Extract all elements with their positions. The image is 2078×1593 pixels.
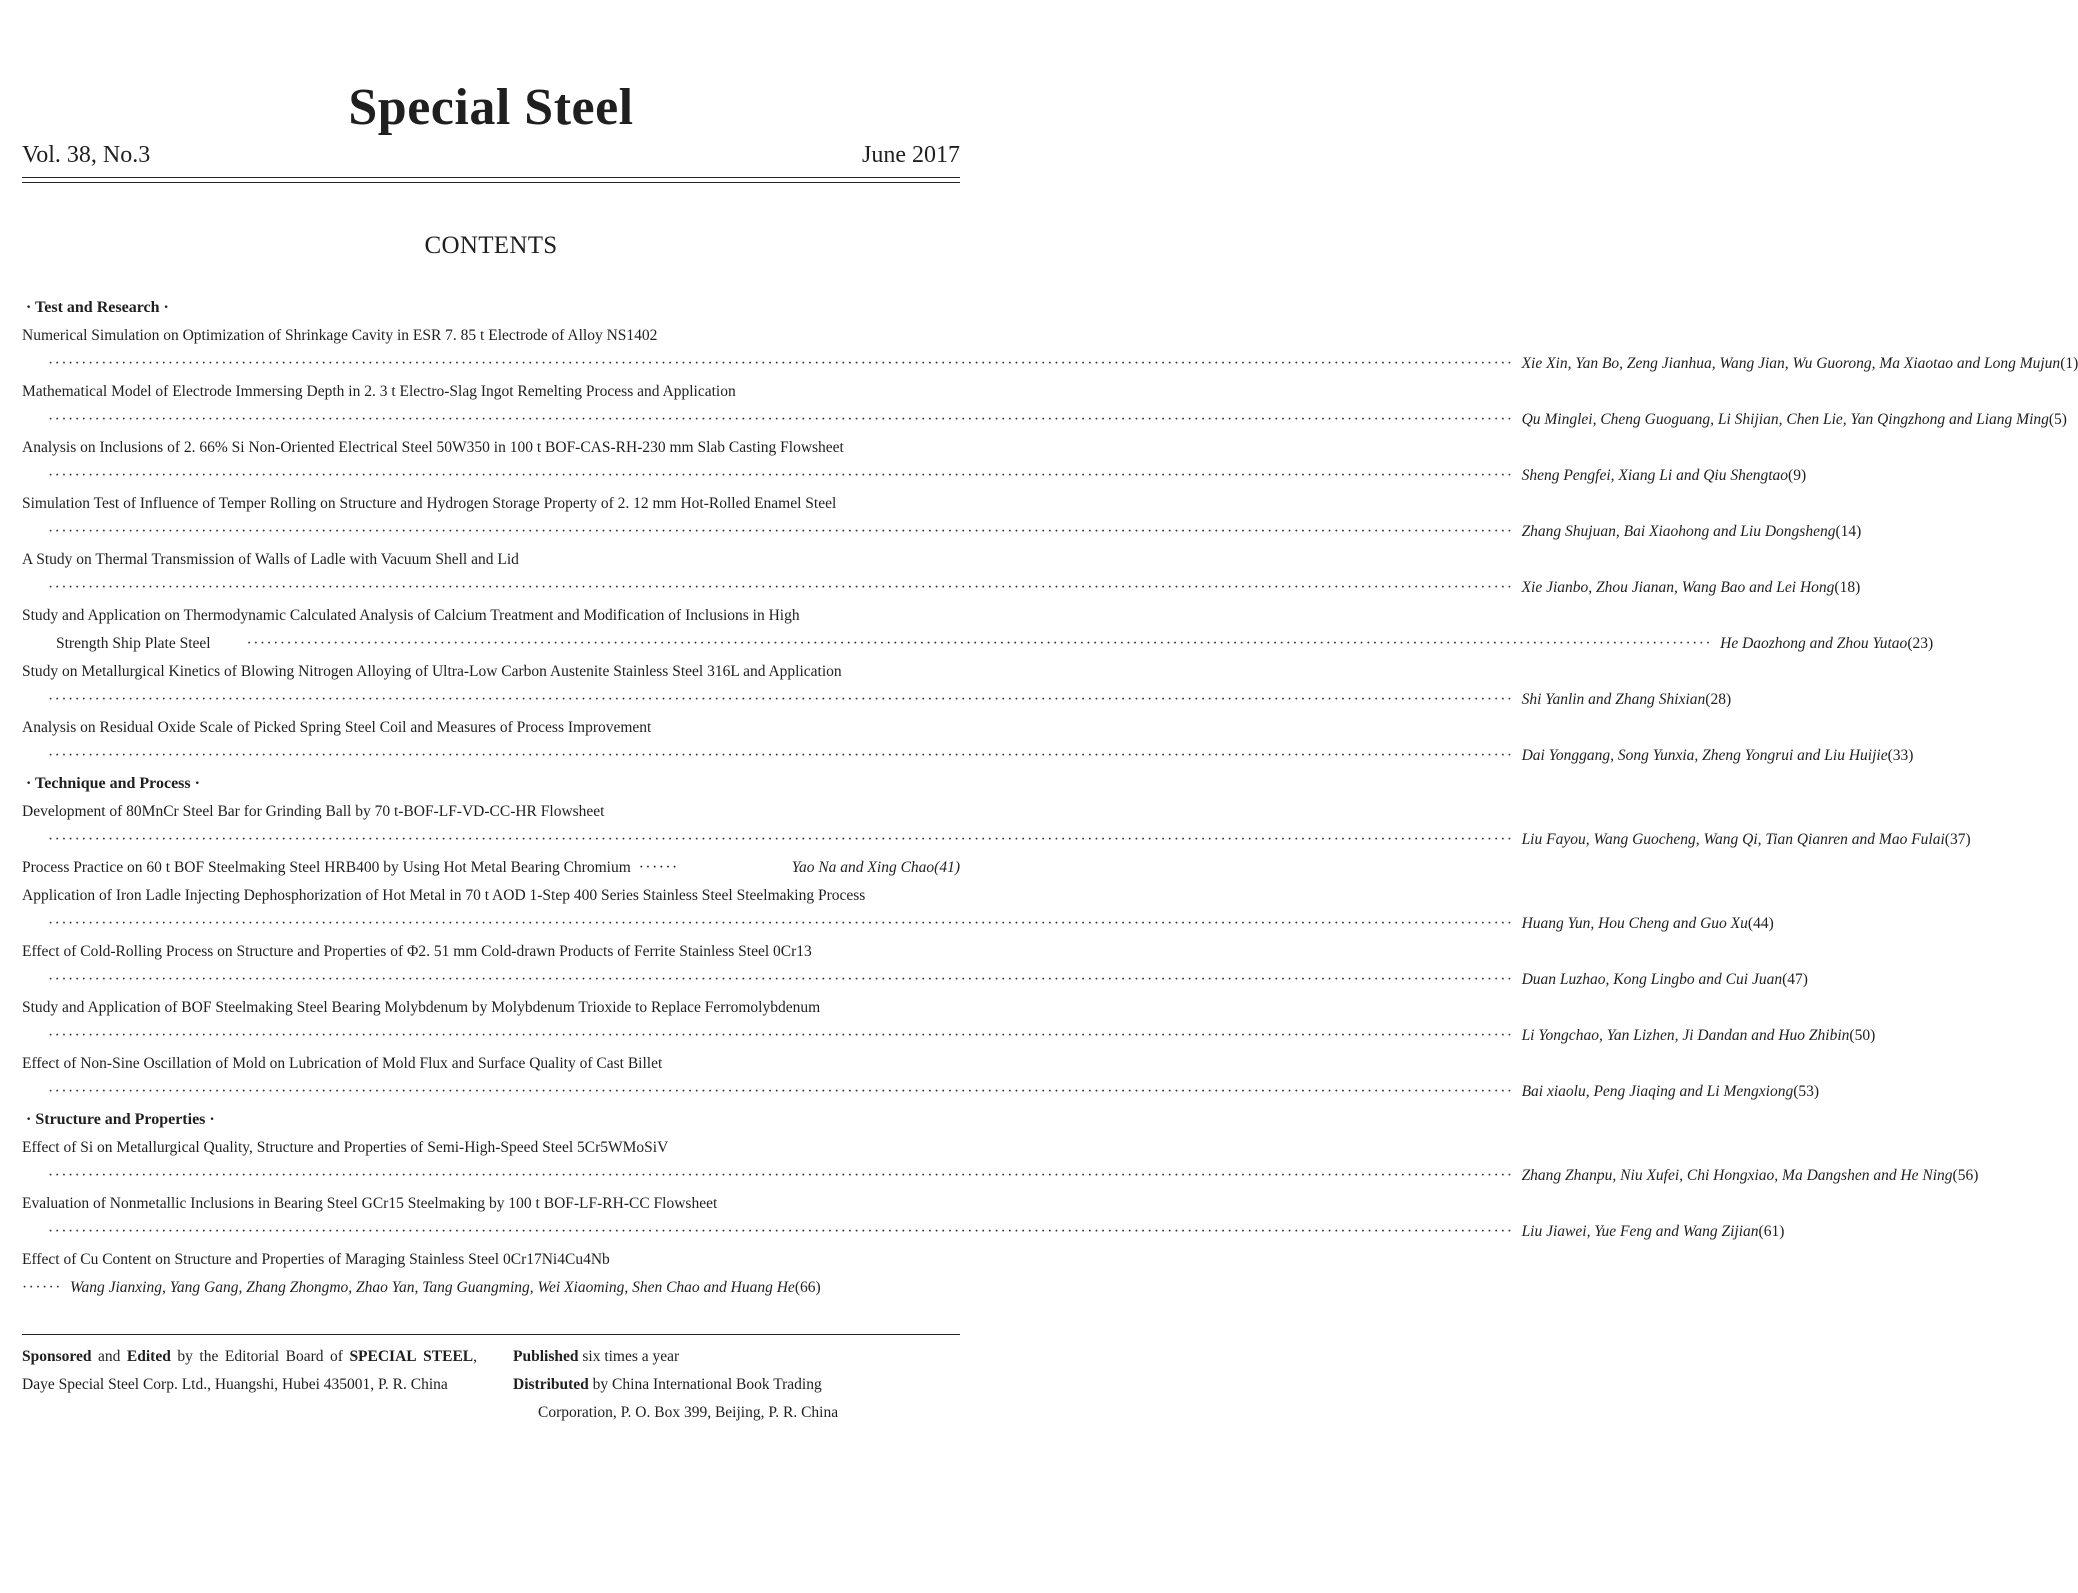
author-names: Liu Jiawei, Yue Feng and Wang Zijian xyxy=(1521,1223,1759,1240)
toc-entry-leader-line xyxy=(22,966,1808,994)
special-label: SPECIAL xyxy=(349,1348,417,1365)
dot-leader: ···························································································································································································································· xyxy=(48,1223,1514,1240)
sponsor-address: , Daye Special Steel Corp. Ltd., Huangshi, Hubei 435001, P. R. China xyxy=(22,1348,478,1393)
article-authors xyxy=(1514,1078,1819,1106)
table-of-contents xyxy=(22,294,2078,1302)
article-authors xyxy=(1712,630,1933,658)
contents-heading: CONTENTS xyxy=(424,232,558,259)
author-names: Qu Minglei, Cheng Guoguang, Li Shijian, Chen Lie, Yan Qingzhong and Liang Ming xyxy=(1521,411,2049,428)
toc-entry[interactable] xyxy=(22,798,1971,854)
article-title: Simulation Test of Influence of Temper Rolling on Structure and Hydrogen Storage Property of 2. 12 mm Hot-Rolled Enamel Steel xyxy=(22,495,837,512)
article-title: Study on Metallurgical Kinetics of Blowing Nitrogen Alloying of Ultra-Low Carbon Austenite Stainless Steel 316L and Application xyxy=(22,663,842,680)
sponsor-info xyxy=(22,1343,477,1399)
distributor-address: Corporation, P. O. Box 399, Beijing, P. R. China xyxy=(538,1404,839,1421)
article-authors xyxy=(1514,1218,1785,1246)
article-title: Effect of Non-Sine Oscillation of Mold on Lubrication of Mold Flux and Surface Quality of Cast Billet xyxy=(22,1055,663,1072)
page-number: (41) xyxy=(934,859,960,876)
page-number: (28) xyxy=(1705,691,1732,708)
toc-entry[interactable] xyxy=(22,1190,1785,1246)
author-names: Xie Xin, Yan Bo, Zeng Jianhua, Wang Jian, Wu Guorong, Ma Xiaotao and Long Mujun xyxy=(1521,355,2061,372)
page-number: (5) xyxy=(2048,411,2067,428)
and-text: and xyxy=(91,1348,127,1365)
toc-entry[interactable] xyxy=(22,854,960,882)
article-title: Mathematical Model of Electrode Immersing Depth in 2. 3 t Electro-Slag Ingot Remelting Process and Application xyxy=(22,383,736,400)
article-title: Analysis on Inclusions of 2. 66% Si Non-Oriented Electrical Steel 50W350 in 100 t BOF-CAS-RH-230 mm Slab Casting Flowsheet xyxy=(22,439,844,456)
toc-entry-leader-line xyxy=(22,826,1971,854)
dot-leader: ···························································································································································································································· xyxy=(48,971,1514,988)
toc-entry[interactable] xyxy=(22,882,1774,938)
article-title: Numerical Simulation on Optimization of Shrinkage Cavity in ESR 7. 85 t Electrode of Alloy NS1402 xyxy=(22,327,658,344)
author-names: Li Yongchao, Yan Lizhen, Ji Dandan and Huo Zhibin xyxy=(1521,1027,1850,1044)
toc-entry-leader-line xyxy=(22,1218,1785,1246)
page-number: (44) xyxy=(1747,915,1774,932)
volume-number: Vol. 38, No.3 xyxy=(22,142,151,168)
page-number: (47) xyxy=(1782,971,1808,988)
toc-entry[interactable] xyxy=(22,378,2067,434)
toc-entry[interactable] xyxy=(22,658,1732,714)
article-title-continued: Strength Ship Plate Steel xyxy=(56,635,211,652)
page-number: (56) xyxy=(1952,1167,1979,1184)
page-number: (33) xyxy=(1887,747,1914,764)
toc-entry-leader-line xyxy=(22,1078,1820,1106)
toc-entry[interactable] xyxy=(22,546,1861,602)
article-authors xyxy=(1514,350,2078,378)
page-number: (53) xyxy=(1793,1083,1820,1100)
page-number: (66) xyxy=(794,1279,821,1296)
toc-entry-leader-line xyxy=(22,1274,960,1302)
section-heading: · Structure and Properties · xyxy=(26,1111,215,1128)
page-number: (37) xyxy=(1944,831,1971,848)
page-number: (61) xyxy=(1758,1223,1785,1240)
article-authors xyxy=(1514,1162,1979,1190)
author-names: He Daozhong and Zhou Yutao xyxy=(1720,635,1908,652)
author-names: Huang Yun, Hou Cheng and Guo Xu xyxy=(1521,915,1748,932)
issue-date: June 2017 xyxy=(862,142,960,168)
article-title: Effect of Cu Content on Structure and Properties of Maraging Stainless Steel 0Cr17Ni4Cu4Nb xyxy=(22,1251,610,1268)
article-authors xyxy=(1514,826,1971,854)
toc-entry[interactable] xyxy=(22,322,2078,378)
author-names: Zhang Zhanpu, Niu Xufei, Chi Hongxiao, Ma Dangshen and He Ning xyxy=(1521,1167,1953,1184)
toc-entry-leader-line xyxy=(22,574,1861,602)
published-frequency: six times a year xyxy=(578,1348,680,1365)
toc-entry-leader-line xyxy=(22,910,1774,938)
author-names: Sheng Pengfei, Xiang Li and Qiu Shengtao xyxy=(1521,467,1789,484)
dot-leader: ···························································································································································································································· xyxy=(48,691,1514,708)
page-number: (50) xyxy=(1849,1027,1876,1044)
distributed-line xyxy=(513,1371,960,1399)
article-authors xyxy=(1514,462,1807,490)
publication-info xyxy=(513,1343,960,1427)
page-number: (18) xyxy=(1834,579,1861,596)
dot-leader: ······ xyxy=(638,859,679,876)
author-names: Duan Luzhao, Kong Lingbo and Cui Juan xyxy=(1521,971,1783,988)
toc-entry-line xyxy=(22,854,960,882)
toc-entry-leader-line xyxy=(22,462,1807,490)
journal-title: Special Steel xyxy=(348,79,634,136)
author-names: Yao Na and Xing Chao xyxy=(791,859,935,876)
author-names: Bai xiaolu, Peng Jiaqing and Li Mengxiong xyxy=(1521,1083,1794,1100)
page-number: (1) xyxy=(2060,355,2078,372)
article-authors xyxy=(1514,966,1808,994)
article-title: Evaluation of Nonmetallic Inclusions in Bearing Steel GCr15 Steelmaking by 100 t BOF-LF-RH-CC Flowsheet xyxy=(22,1195,718,1212)
toc-entry[interactable] xyxy=(22,490,1862,546)
dot-leader: ···························································································································································································································· xyxy=(246,635,1713,652)
toc-entry[interactable] xyxy=(22,714,1914,770)
toc-entry-leader-line xyxy=(22,350,2078,378)
author-names: Wang Jianxing, Yang Gang, Zhang Zhongmo, Zhao Yan, Tang Guangming, Wei Xiaoming, Shen Chao and Huang He xyxy=(69,1279,795,1296)
author-names: Zhang Shujuan, Bai Xiaohong and Liu Dongsheng xyxy=(1521,523,1836,540)
article-authors xyxy=(1514,574,1861,602)
toc-entry[interactable] xyxy=(22,1050,1820,1106)
article-authors xyxy=(1514,742,1914,770)
article-title: Development of 80MnCr Steel Bar for Grinding Ball by 70 t-BOF-LF-VD-CC-HR Flowsheet xyxy=(22,803,605,820)
article-title: Application of Iron Ladle Injecting Dephosphorization of Hot Metal in 70 t AOD 1-Step 400 Series Stainless Steel Steelmaking Process xyxy=(22,887,866,904)
page-number: (9) xyxy=(1788,467,1807,484)
toc-entry[interactable] xyxy=(22,602,1934,658)
issue-line xyxy=(22,142,960,174)
published-label: Published xyxy=(513,1348,579,1365)
dot-leader: ···························································································································································································································· xyxy=(48,355,1514,372)
header-rule xyxy=(22,177,960,178)
sponsored-label: Sponsored xyxy=(22,1348,92,1365)
article-authors xyxy=(1514,1022,1876,1050)
article-authors xyxy=(792,854,960,882)
toc-entry-leader-line xyxy=(22,686,1732,714)
header-rule-thin xyxy=(22,182,960,183)
toc-entry[interactable] xyxy=(22,938,1808,994)
article-title: Effect of Cold-Rolling Process on Structure and Properties of Φ2. 51 mm Cold-drawn Products of Ferrite Stainless Steel 0Cr13 xyxy=(22,943,812,960)
distributed-label: Distributed xyxy=(513,1376,589,1393)
toc-entry-leader-line xyxy=(22,518,1862,546)
author-names: Shi Yanlin and Zhang Shixian xyxy=(1521,691,1706,708)
article-authors xyxy=(62,1274,821,1302)
distributor-name: by China International Book Trading xyxy=(588,1376,822,1393)
dot-leader: ···························································································································································································································· xyxy=(48,579,1514,596)
toc-entry-leader-line xyxy=(22,1022,1876,1050)
toc-entry[interactable] xyxy=(22,1246,960,1302)
article-title: Analysis on Residual Oxide Scale of Picked Spring Steel Coil and Measures of Process Improvement xyxy=(22,719,652,736)
editorial-board-text: by the Editorial Board of xyxy=(170,1348,350,1365)
footer-rule xyxy=(22,1334,960,1335)
dot-leader: ···························································································································································································································· xyxy=(48,523,1514,540)
article-title: Study and Application of BOF Steelmaking Steel Bearing Molybdenum by Molybdenum Trioxide to Replace Ferromolybdenum xyxy=(22,999,821,1016)
dot-leader: ···························································································································································································································· xyxy=(48,1083,1514,1100)
page-number: (14) xyxy=(1835,523,1862,540)
edited-label: Edited xyxy=(126,1348,171,1365)
steel-label: STEEL xyxy=(423,1348,474,1365)
published-line xyxy=(513,1343,960,1371)
author-names: Dai Yonggang, Song Yunxia, Zheng Yongrui and Liu Huijie xyxy=(1521,747,1888,764)
dot-leader: ···························································································································································································································· xyxy=(48,1027,1514,1044)
article-authors xyxy=(1514,518,1862,546)
dot-leader: ···························································································································································································································· xyxy=(48,411,1514,428)
section-heading: · Test and Research · xyxy=(26,299,169,316)
toc-entry-leader-line xyxy=(22,1162,1979,1190)
article-authors xyxy=(1514,686,1732,714)
author-names: Liu Fayou, Wang Guocheng, Wang Qi, Tian Qianren and Mao Fulai xyxy=(1521,831,1945,848)
dot-leader: ···························································································································································································································· xyxy=(48,747,1514,764)
section-heading: · Technique and Process · xyxy=(26,775,200,792)
author-names: Xie Jianbo, Zhou Jianan, Wang Bao and Lei Hong xyxy=(1521,579,1835,596)
article-authors xyxy=(1514,406,2067,434)
toc-entry[interactable] xyxy=(22,1134,1979,1190)
dot-leader: ···························································································································································································································· xyxy=(48,1167,1514,1184)
article-title: Effect of Si on Metallurgical Quality, Structure and Properties of Semi-High-Speed Steel 5Cr5WMoSiV xyxy=(22,1139,669,1156)
toc-entry-leader-line xyxy=(22,742,1914,770)
page-number: (23) xyxy=(1907,635,1934,652)
toc-entry[interactable] xyxy=(22,434,1807,490)
dot-leader: ···························································································································································································································· xyxy=(48,915,1514,932)
toc-entry-leader-line xyxy=(22,630,1934,658)
dot-leader: ···························································································································································································································· xyxy=(48,831,1514,848)
dot-leader: ···························································································································································································································· xyxy=(48,467,1514,484)
toc-entry-leader-line xyxy=(22,406,2067,434)
article-title: A Study on Thermal Transmission of Walls of Ladle with Vacuum Shell and Lid xyxy=(22,551,519,568)
toc-entry[interactable] xyxy=(22,994,1876,1050)
article-title: Process Practice on 60 t BOF Steelmaking Steel HRB400 by Using Hot Metal Bearing Chromium xyxy=(22,859,631,876)
article-title: Study and Application on Thermodynamic Calculated Analysis of Calcium Treatment and Modification of Inclusions in High xyxy=(22,607,800,624)
dot-leader: ······ xyxy=(22,1279,62,1296)
article-authors xyxy=(1514,910,1774,938)
